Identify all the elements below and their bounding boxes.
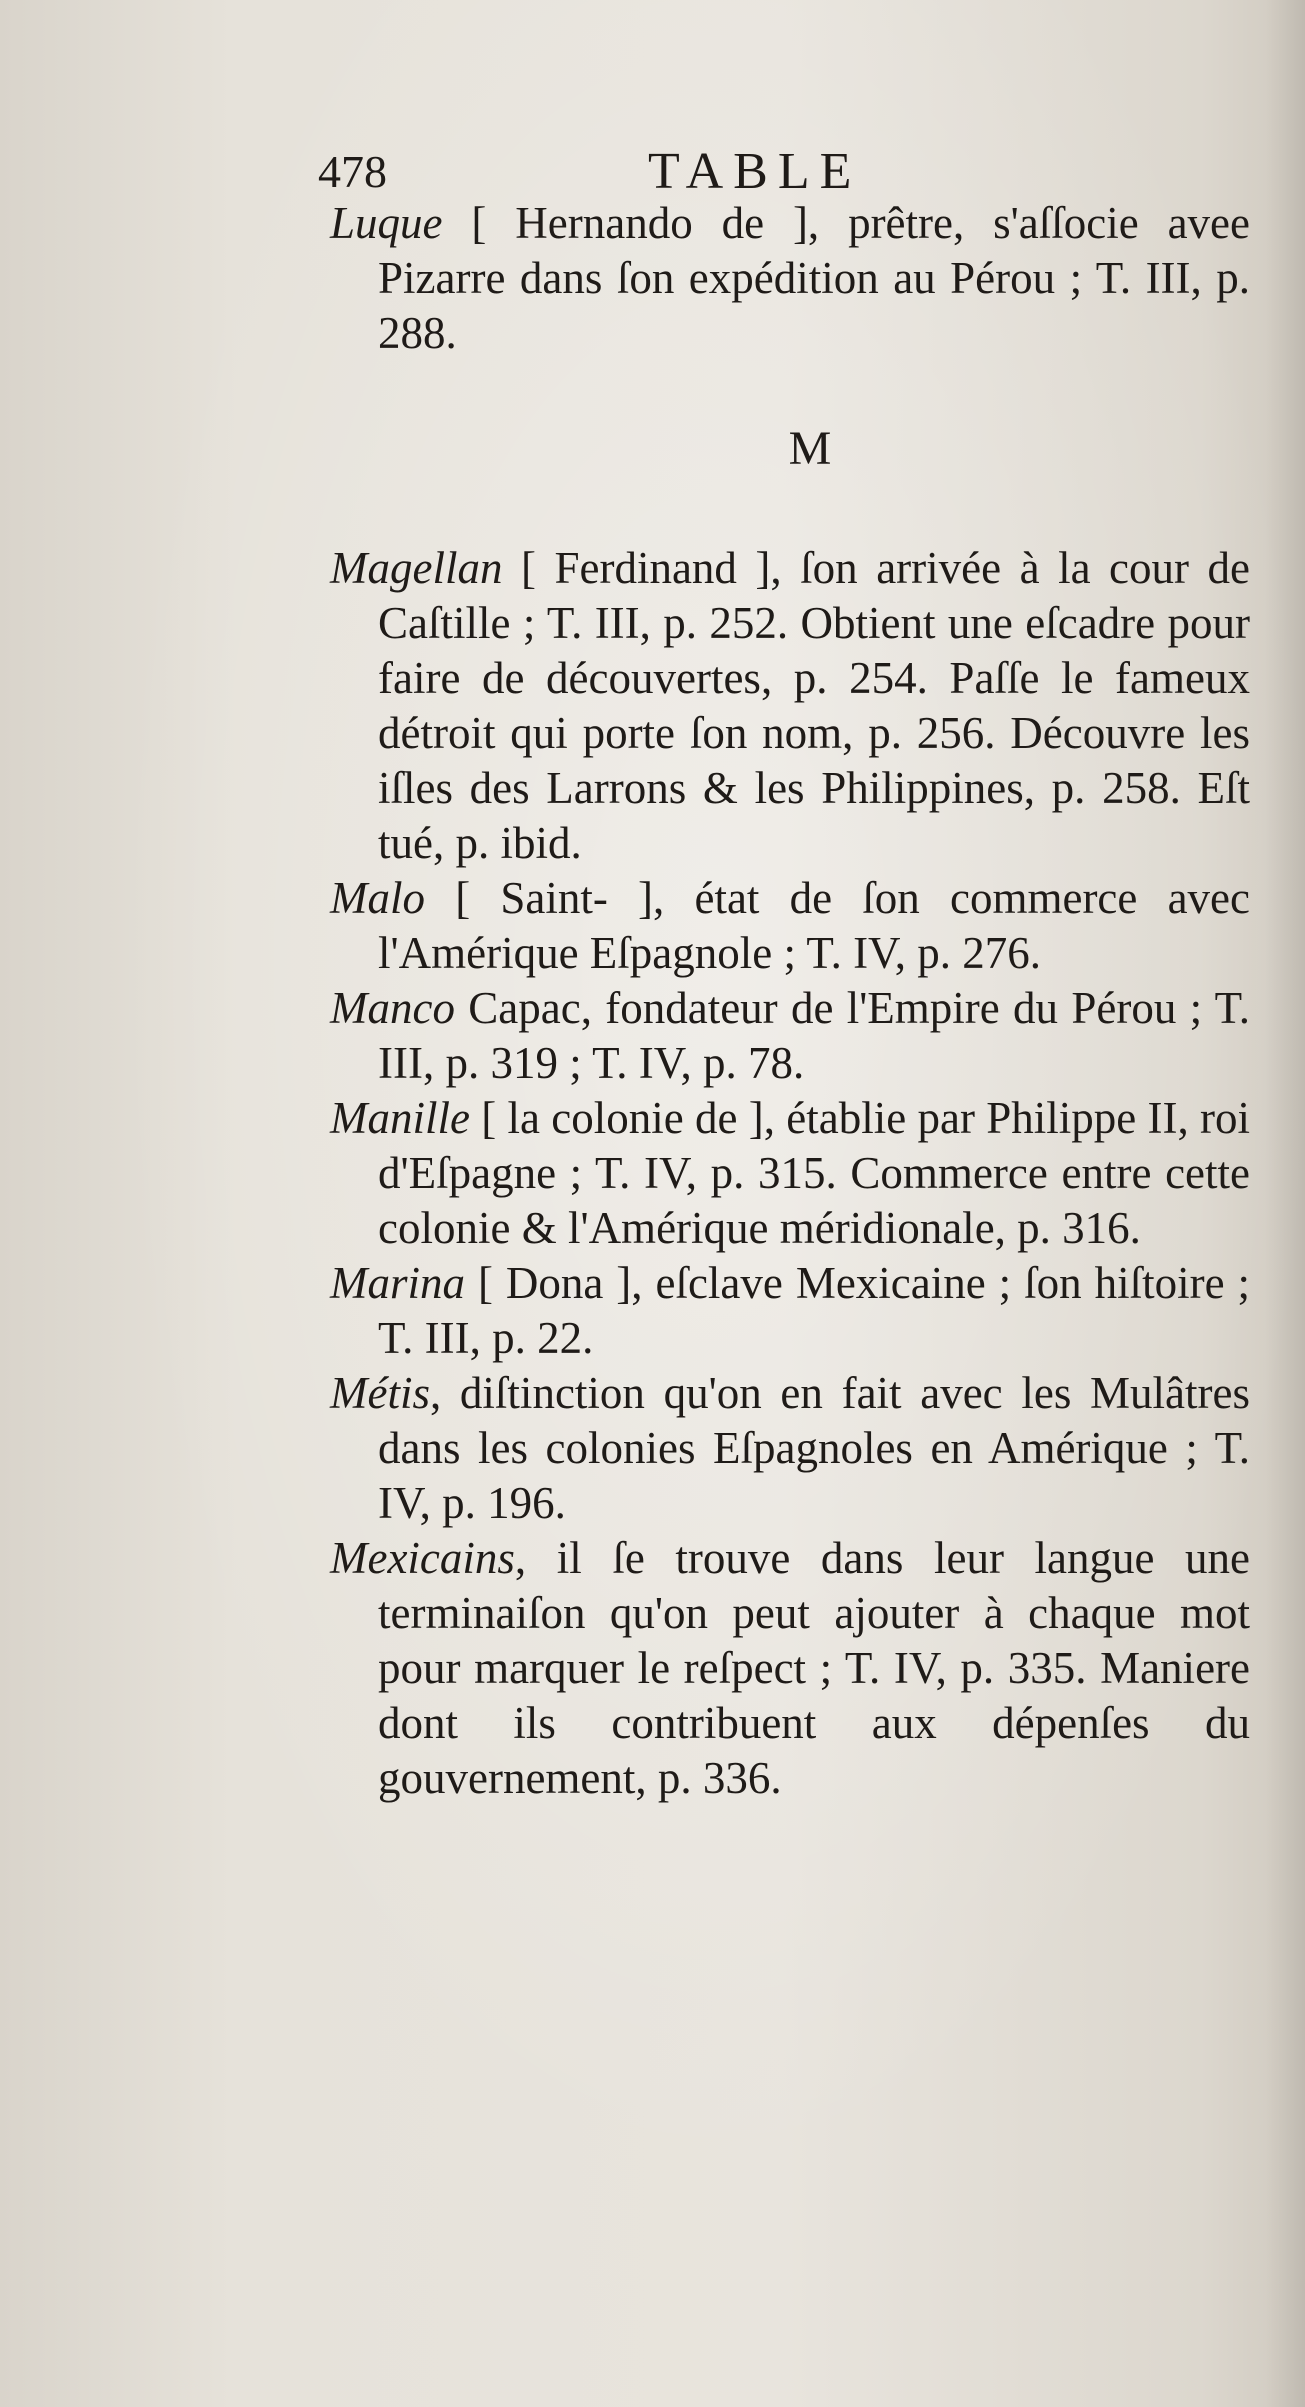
index-entry-magellan [330,541,1250,871]
entry-head: Marina [330,1258,465,1308]
index-entry-metis [330,1366,1250,1531]
index-entry-luque [330,196,1250,361]
spine-shadow [1265,0,1305,2407]
entry-head: Mexicains [330,1533,515,1583]
entry-text: Capac, fondateur de l'Empire du Pérou ; T. III, p. 319 ; T. IV, p. 78. [378,983,1250,1088]
entry-text: , diſtinction qu'on en fait avec les Mulâtres dans les colonies Eſpagnoles en Amérique ; T. IV, p. 196. [378,1368,1250,1528]
index-entry-manco [330,981,1250,1091]
page-number: 478 [318,146,387,197]
index-entry-malo [330,871,1250,981]
entry-text: [ la colonie de ], établie par Philippe II, roi d'Eſpagne ; T. IV, p. 315. Commerce entre cette colonie & l'Amérique méridionale, p. 316. [378,1093,1250,1253]
entry-head: Manco [330,983,455,1033]
running-title: TABLE [648,143,862,200]
page-header [318,142,1258,202]
entry-text: [ Dona ], eſclave Mexicaine ; ſon hiſtoire ; T. III, p. 22. [378,1258,1250,1363]
entry-head: Manille [330,1093,470,1143]
entry-head: Magellan [330,543,503,593]
entry-text: , il ſe trouve dans leur langue une terminaiſon qu'on peut ajouter à chaque mot pour marquer le reſpect ; T. IV, p. 335. Maniere dont ils contribuent aux dépenſes du gouvernement, p. 336. [378,1533,1250,1803]
entry-text: [ Ferdinand ], ſon arrivée à la cour de Caſtille ; T. III, p. 252. Obtient une eſcadre pour faire de découvertes, p. 254. Paſſe le fameux détroit qui porte ſon nom, p. 256. Découvre les iſles des Larrons & les Philippines, p. 258. Eſt tué, p. ibid. [378,543,1250,868]
index-text [330,196,1250,1806]
entry-head: Métis [330,1368,430,1418]
index-entry-manille [330,1091,1250,1256]
entry-text: [ Saint- ], état de ſon commerce avec l'Amérique Eſpagnole ; T. IV, p. 276. [378,873,1250,978]
index-entry-marina [330,1256,1250,1366]
index-entry-mexicains [330,1531,1250,1806]
entry-head: Luque [330,198,443,248]
entry-head: Malo [330,873,425,923]
section-letter: M [788,422,832,475]
entry-text: [ Hernando de ], prêtre, s'aſſocie avee Pizarre dans ſon expédition au Pérou ; T. III, p. 288. [378,198,1250,358]
